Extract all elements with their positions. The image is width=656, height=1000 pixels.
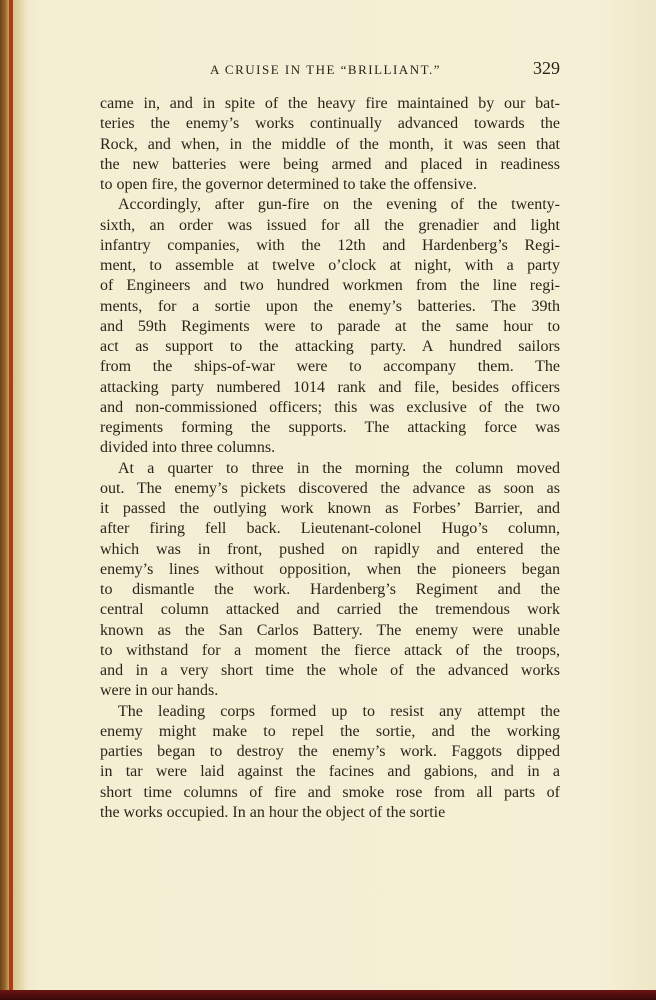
text-line: The leading corps formed up to resist any attempt the [118, 702, 560, 720]
text-line: ments, for a sortie upon the enemy’s batteries. The 39th [100, 297, 560, 315]
book-spine [0, 0, 9, 1000]
text-line: act as support to the attacking party. A hundred sailors [100, 338, 560, 355]
text-line: after firing fell back. Lieutenant-colonel Hugo’s column, [100, 520, 560, 538]
text-line: of Engineers and two hundred workmen from the line regi- [100, 277, 560, 295]
text-line: the works occupied. In an hour the object of the sortie [100, 803, 446, 821]
text-line: divided into three columns. [100, 439, 276, 457]
text-line: short time columns of fire and smoke rose from all parts of [100, 783, 560, 801]
page-bottom-edge [0, 990, 656, 1000]
text-line: attacking party numbered 1014 rank and file, besides officers [100, 378, 560, 396]
page-number: 329 [533, 58, 560, 78]
paragraph [100, 94, 560, 195]
text-line: and non-commissioned officers; this was exclusive of the two [100, 398, 560, 416]
text-line: to open fire, the governor determined to take the offensive. [100, 176, 477, 193]
paragraph [100, 195, 560, 458]
text-line: enemy’s lines without opposition, when the pioneers began [100, 560, 560, 578]
text-line: At a quarter to three in the morning the column moved [118, 459, 560, 477]
text-line: parties began to destroy the enemy’s work. Faggots dipped [100, 743, 560, 760]
text-line: teries the enemy’s works continually advanced towards the [100, 115, 560, 133]
page-header [100, 58, 560, 86]
text-line: were in our hands. [100, 682, 219, 700]
text-line: ment, to assemble at twelve o’clock at night, with a party [100, 257, 560, 274]
text-line: central column attacked and carried the tremendous work [100, 601, 560, 619]
text-line: to withstand for a moment the fierce attack of the troops, [100, 641, 560, 659]
text-line: to dismantle the work. Hardenberg’s Regiment and the [100, 581, 560, 598]
text-line: Accordingly, after gun-fire on the evening of the twenty- [118, 196, 560, 214]
text-line: from the ships-of-war were to accompany them. The [100, 358, 560, 376]
paragraph [100, 459, 560, 702]
text-line: in tar were laid against the facines and gabions, and in a [100, 763, 560, 781]
paragraph [100, 702, 560, 824]
text-line: out. The enemy’s pickets discovered the advance as soon as [100, 479, 560, 497]
text-line: and in a very short time the whole of the advanced works [100, 662, 560, 679]
text-line: and 59th Regiments were to parade at the same hour to [100, 317, 560, 335]
text-line: known as the San Carlos Battery. The enemy were unable [100, 621, 560, 639]
text-line: which was in front, pushed on rapidly and entered the [100, 540, 560, 558]
text-line: sixth, an order was issued for all the grenadier and light [100, 216, 560, 234]
text-line: infantry companies, with the 12th and Hardenberg’s Regi- [100, 236, 560, 254]
body-text [100, 94, 560, 823]
text-line: regiments forming the supports. The attacking force was [100, 419, 560, 436]
text-line: Rock, and when, in the middle of the month, it was seen that [100, 135, 560, 153]
text-line: the new batteries were being armed and placed in readiness [100, 155, 560, 173]
gutter-shadow [13, 0, 27, 1000]
text-line: came in, and in spite of the heavy fire maintained by our bat- [100, 95, 560, 112]
running-title: A CRUISE IN THE “BRILLIANT.” [210, 62, 442, 77]
text-line: it passed the outlying work known as Forbes’ Barrier, and [100, 500, 560, 517]
text-line: enemy might make to repel the sortie, and the working [100, 722, 560, 740]
